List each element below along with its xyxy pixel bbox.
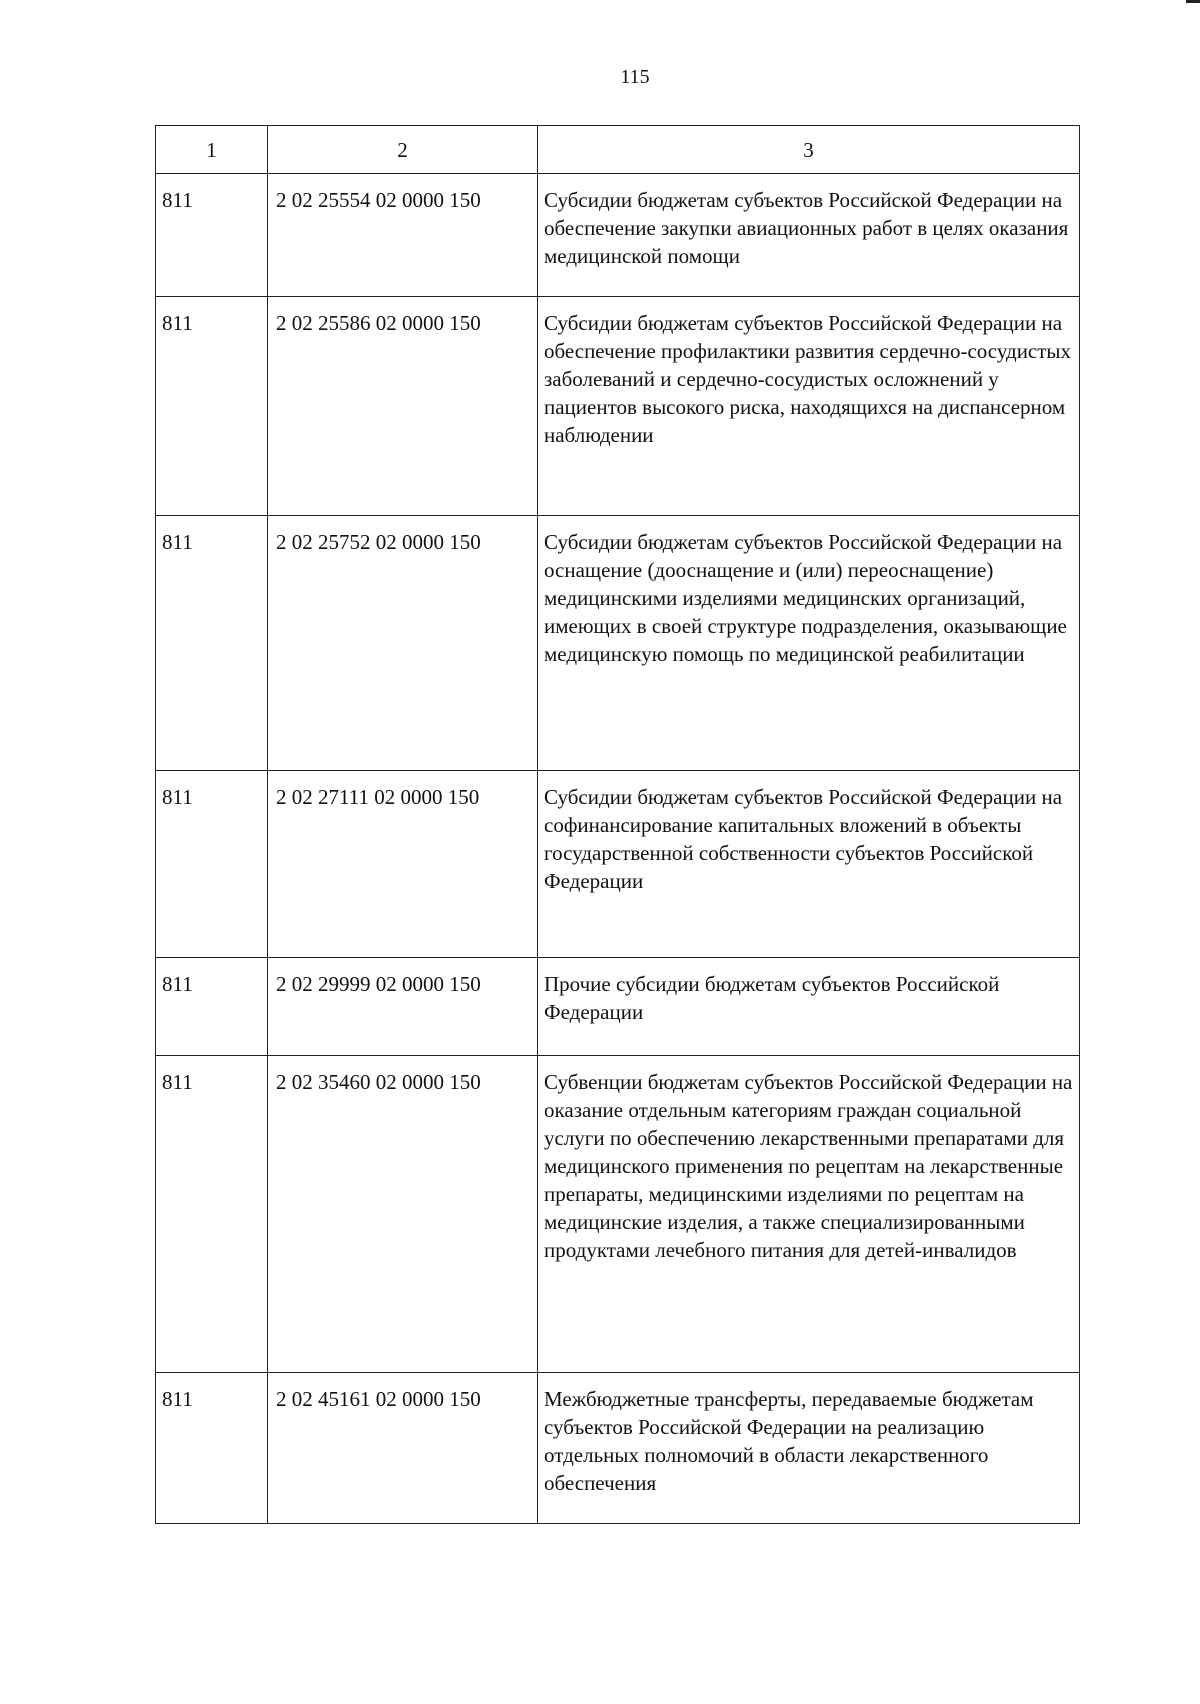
budget-codes-table [155, 125, 1080, 1524]
admin-code-cell: 811 [156, 174, 268, 297]
description-cell: Субсидии бюджетам субъектов Российской Федерации на оснащение (дооснащение и (или) переоснащение) медицинскими изделиями медицинских организаций, имеющих в своей структуре подразделения, оказывающие медицинскую помощь по медицинской реабилитации [538, 516, 1080, 771]
budget-code-cell: 2 02 45161 02 0000 150 [268, 1373, 538, 1524]
description-cell: Субсидии бюджетам субъектов Российской Федерации на софинансирование капитальных вложений в объекты государственной собственности субъектов Российской Федерации [538, 771, 1080, 958]
admin-code-cell: 811 [156, 516, 268, 771]
admin-code-cell: 811 [156, 1373, 268, 1524]
description-cell: Субсидии бюджетам субъектов Российской Федерации на обеспечение профилактики развития сердечно-сосудистых заболеваний и сердечно-сосудистых осложнений у пациентов высокого риска, находящихся на диспансерном наблюдении [538, 297, 1080, 516]
budget-code-cell: 2 02 27111 02 0000 150 [268, 771, 538, 958]
header-col-1: 1 [156, 126, 268, 174]
admin-code-cell: 811 [156, 958, 268, 1056]
table-header-row [156, 126, 1080, 174]
table-row [156, 1056, 1080, 1373]
admin-code-cell: 811 [156, 1056, 268, 1373]
table-row [156, 1373, 1080, 1524]
description-cell: Субвенции бюджетам субъектов Российской Федерации на оказание отдельным категориям граждан социальной услуги по обеспечению лекарственными препаратами для медицинского применения по рецептам на лекарственные препараты, медицинскими изделиями по рецептам на медицинские изделия, а также специализированными продуктами лечебного питания для детей-инвалидов [538, 1056, 1080, 1373]
page-number: 115 [620, 66, 650, 88]
description-cell: Прочие субсидии бюджетам субъектов Российской Федерации [538, 958, 1080, 1056]
header-col-3: 3 [538, 126, 1080, 174]
description-cell: Межбюджетные трансферты, передаваемые бюджетам субъектов Российской Федерации на реализацию отдельных полномочий в области лекарственного обеспечения [538, 1373, 1080, 1524]
table-row [156, 771, 1080, 958]
table-row [156, 297, 1080, 516]
budget-code-cell: 2 02 25586 02 0000 150 [268, 297, 538, 516]
budget-code-cell: 2 02 29999 02 0000 150 [268, 958, 538, 1056]
table-row [156, 174, 1080, 297]
budget-code-cell: 2 02 25752 02 0000 150 [268, 516, 538, 771]
admin-code-cell: 811 [156, 297, 268, 516]
admin-code-cell: 811 [156, 771, 268, 958]
table-row [156, 516, 1080, 771]
budget-code-cell: 2 02 35460 02 0000 150 [268, 1056, 538, 1373]
table-row [156, 958, 1080, 1056]
description-cell: Субсидии бюджетам субъектов Российской Федерации на обеспечение закупки авиационных работ в целях оказания медицинской помощи [538, 174, 1080, 297]
header-col-2: 2 [268, 126, 538, 174]
budget-code-cell: 2 02 25554 02 0000 150 [268, 174, 538, 297]
scan-mark [1186, 0, 1200, 3]
